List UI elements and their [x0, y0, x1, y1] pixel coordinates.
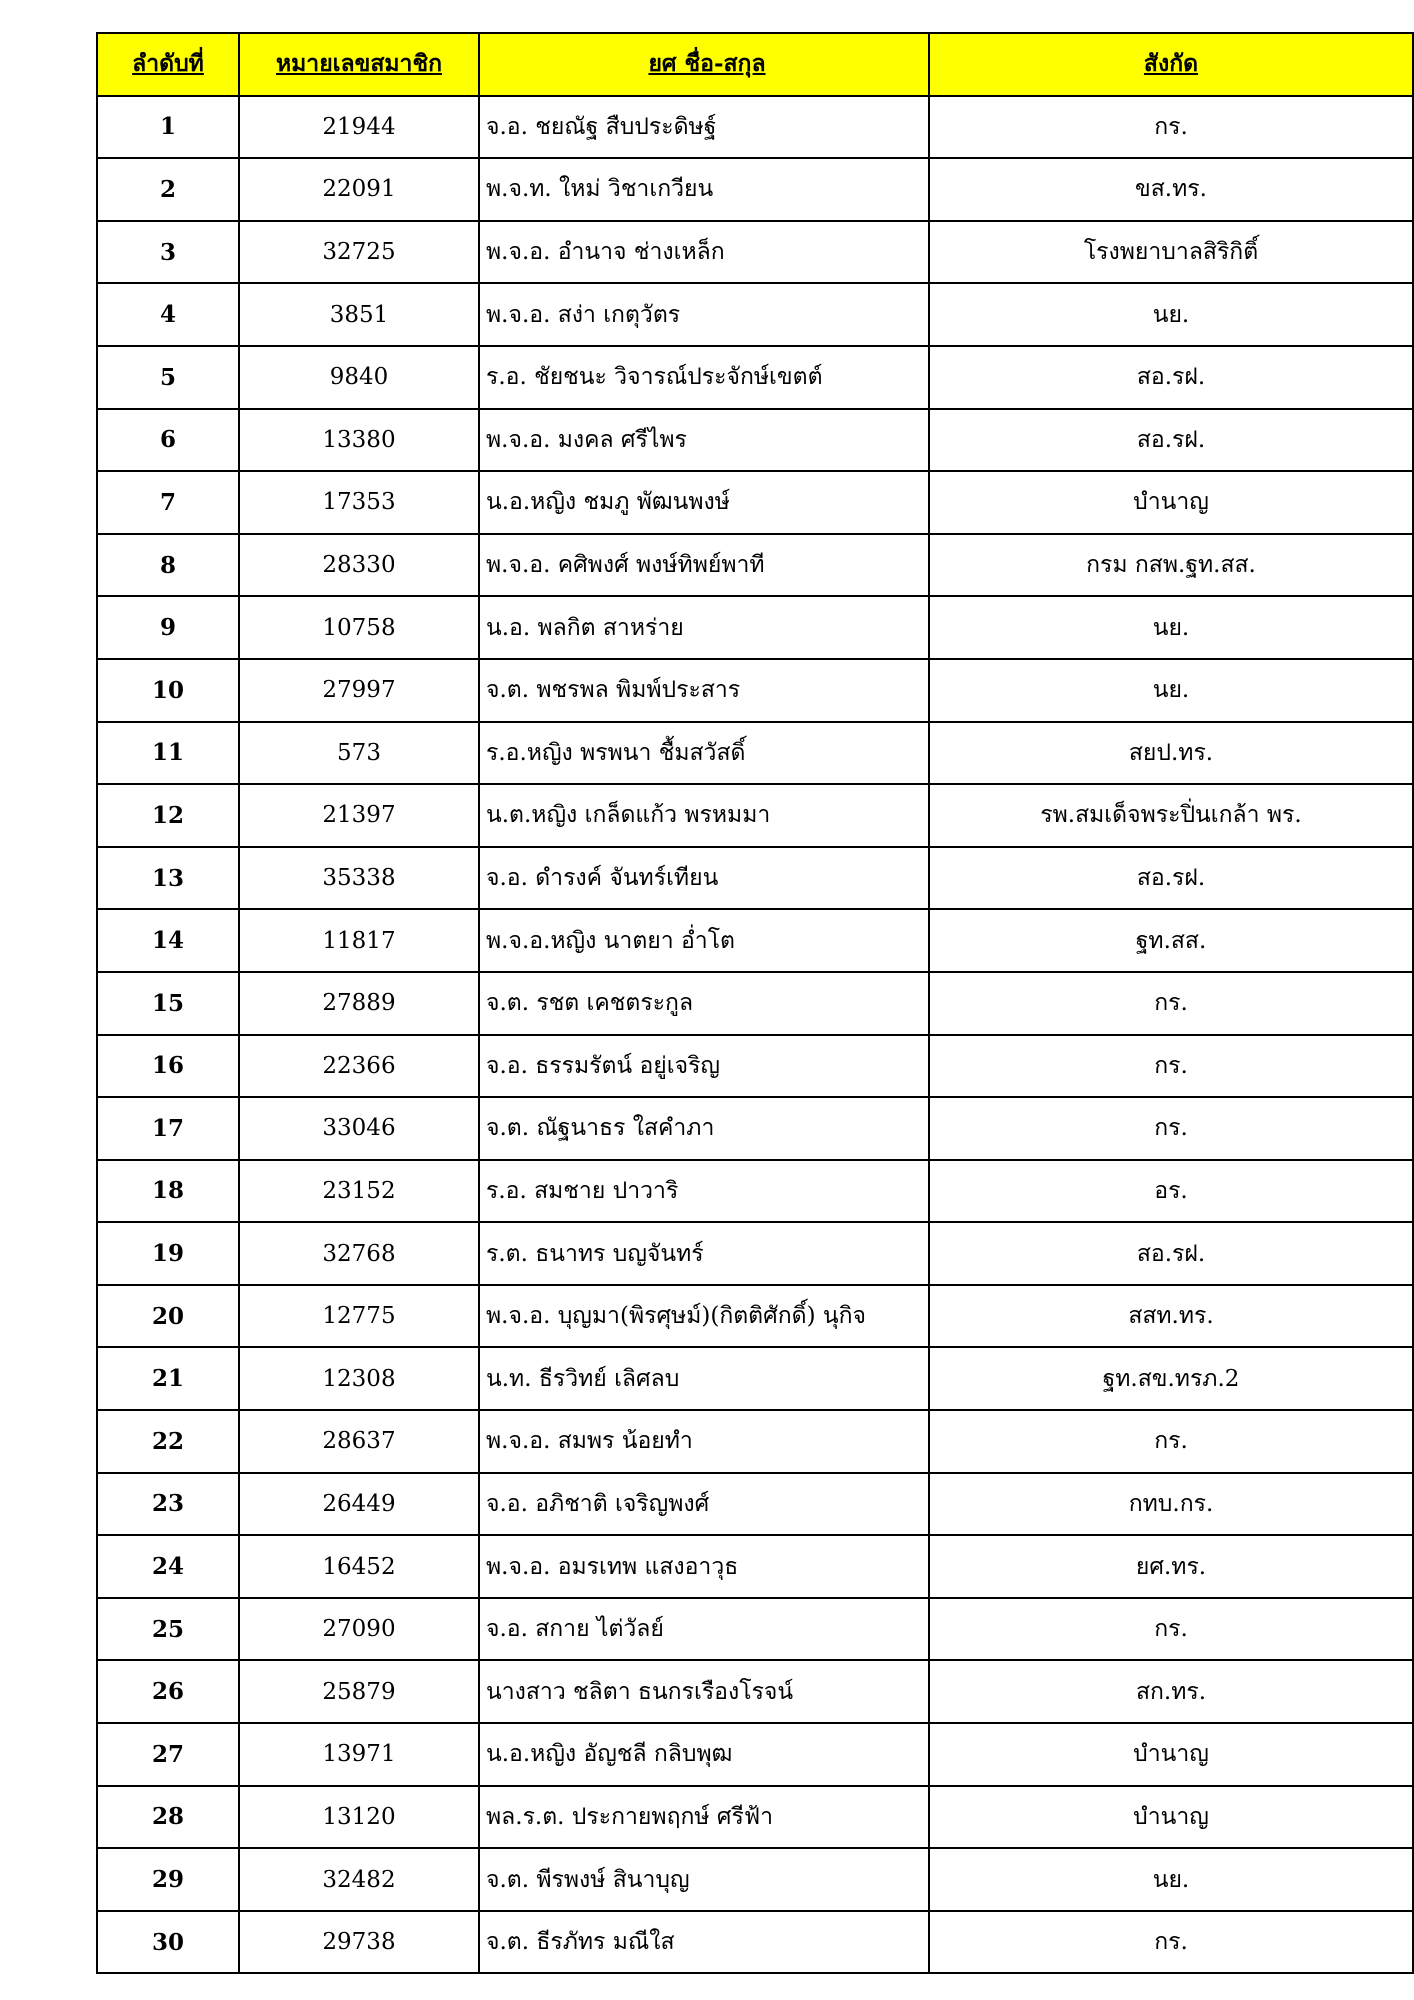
cell-unit: บำนาญ [929, 471, 1413, 534]
cell-seq: 10 [97, 659, 239, 722]
cell-seq: 9 [97, 596, 239, 659]
cell-name: พ.จ.ท. ใหม่ วิชาเกวียน [479, 158, 929, 221]
cell-member-no: 9840 [239, 346, 479, 409]
cell-unit: รพ.สมเด็จพระปิ่นเกล้า พร. [929, 784, 1413, 847]
cell-unit: สยป.ทร. [929, 722, 1413, 785]
cell-unit: กร. [929, 972, 1413, 1035]
cell-seq: 13 [97, 847, 239, 910]
cell-name: พ.จ.อ. สมพร น้อยทำ [479, 1410, 929, 1473]
cell-member-no: 27090 [239, 1598, 479, 1661]
cell-seq: 12 [97, 784, 239, 847]
cell-name: ร.อ. สมชาย ปาวาริ [479, 1160, 929, 1223]
cell-name: น.ท. ธีรวิทย์ เลิศลบ [479, 1347, 929, 1410]
table-row [97, 1786, 1413, 1849]
cell-seq: 15 [97, 972, 239, 1035]
table-row [97, 534, 1413, 597]
cell-seq: 5 [97, 346, 239, 409]
cell-unit: กร. [929, 96, 1413, 159]
cell-member-no: 35338 [239, 847, 479, 910]
table-row [97, 1410, 1413, 1473]
cell-member-no: 17353 [239, 471, 479, 534]
cell-unit: ขส.ทร. [929, 158, 1413, 221]
table-row [97, 1473, 1413, 1536]
table-row [97, 1222, 1413, 1285]
cell-seq: 25 [97, 1598, 239, 1661]
cell-name: พล.ร.ต. ประกายพฤกษ์ ศรีฟ้า [479, 1786, 929, 1849]
cell-name: ร.อ.หญิง พรพนา ชื้มสวัสดิ์ [479, 722, 929, 785]
cell-name: จ.ต. พีรพงษ์ สินาบุญ [479, 1848, 929, 1911]
cell-member-no: 13120 [239, 1786, 479, 1849]
cell-unit: สอ.รฝ. [929, 1222, 1413, 1285]
table-row [97, 1097, 1413, 1160]
cell-member-no: 27997 [239, 659, 479, 722]
cell-member-no: 29738 [239, 1911, 479, 1974]
table-row [97, 1598, 1413, 1661]
table-row [97, 221, 1413, 284]
cell-member-no: 16452 [239, 1535, 479, 1598]
table-row [97, 972, 1413, 1035]
cell-name: จ.อ. ธรรมรัตน์ อยู่เจริญ [479, 1035, 929, 1098]
table-row [97, 909, 1413, 972]
table-row [97, 158, 1413, 221]
cell-name: น.อ.หญิง อัญชลี กลิบพุฒ [479, 1723, 929, 1786]
cell-member-no: 13971 [239, 1723, 479, 1786]
cell-name: จ.อ. อภิชาติ เจริญพงศ์ [479, 1473, 929, 1536]
cell-member-no: 22091 [239, 158, 479, 221]
table-row [97, 471, 1413, 534]
cell-name: น.อ. พลกิต สาหร่าย [479, 596, 929, 659]
cell-name: จ.ต. รชต เคชตระกูล [479, 972, 929, 1035]
cell-name: จ.ต. ธีรภัทร มณีใส [479, 1911, 929, 1974]
cell-seq: 14 [97, 909, 239, 972]
cell-unit: กรม กสพ.ฐท.สส. [929, 534, 1413, 597]
cell-unit: บำนาญ [929, 1723, 1413, 1786]
table-row [97, 1035, 1413, 1098]
table-row [97, 847, 1413, 910]
cell-unit: นย. [929, 659, 1413, 722]
cell-name: น.อ.หญิง ชมภู พัฒนพงษ์ [479, 471, 929, 534]
cell-member-no: 32768 [239, 1222, 479, 1285]
cell-seq: 19 [97, 1222, 239, 1285]
cell-name: น.ต.หญิง เกล็ดแก้ว พรหมมา [479, 784, 929, 847]
header-seq: ลำดับที่ [97, 33, 239, 96]
cell-seq: 28 [97, 1786, 239, 1849]
cell-seq: 26 [97, 1660, 239, 1723]
cell-seq: 4 [97, 283, 239, 346]
cell-name: ร.อ. ชัยชนะ วิจารณ์ประจักษ์เขตต์ [479, 346, 929, 409]
table-row [97, 1848, 1413, 1911]
cell-name: ร.ต. ธนาทร บญจันทร์ [479, 1222, 929, 1285]
table-row [97, 722, 1413, 785]
cell-name: จ.อ. สกาย ไต่วัลย์ [479, 1598, 929, 1661]
cell-member-no: 3851 [239, 283, 479, 346]
table-row [97, 1911, 1413, 1974]
cell-name: จ.อ. ชยณัฐ สืบประดิษฐ์ [479, 96, 929, 159]
header-row [97, 33, 1413, 96]
cell-unit: ยศ.ทร. [929, 1535, 1413, 1598]
table-row [97, 1285, 1413, 1348]
cell-unit: สอ.รฝ. [929, 409, 1413, 472]
cell-seq: 22 [97, 1410, 239, 1473]
table-row [97, 283, 1413, 346]
cell-member-no: 28330 [239, 534, 479, 597]
table-row [97, 659, 1413, 722]
cell-member-no: 11817 [239, 909, 479, 972]
table-row [97, 1160, 1413, 1223]
cell-unit: กร. [929, 1035, 1413, 1098]
table-row [97, 96, 1413, 159]
cell-unit: กร. [929, 1598, 1413, 1661]
cell-seq: 29 [97, 1848, 239, 1911]
cell-unit: กร. [929, 1911, 1413, 1974]
cell-member-no: 21397 [239, 784, 479, 847]
cell-member-no: 12775 [239, 1285, 479, 1348]
header-name: ยศ ชื่อ-สกุล [479, 33, 929, 96]
cell-unit: สอ.รฝ. [929, 346, 1413, 409]
cell-seq: 21 [97, 1347, 239, 1410]
cell-seq: 11 [97, 722, 239, 785]
table-body [97, 96, 1413, 1974]
cell-seq: 2 [97, 158, 239, 221]
cell-name: พ.จ.อ. บุญมา(พิรศุษม์)(กิตติศักดิ์) นุกิจ [479, 1285, 929, 1348]
cell-name: พ.จ.อ. อมรเทพ แสงอาวุธ [479, 1535, 929, 1598]
cell-seq: 8 [97, 534, 239, 597]
cell-seq: 30 [97, 1911, 239, 1974]
cell-unit: อร. [929, 1160, 1413, 1223]
cell-member-no: 26449 [239, 1473, 479, 1536]
cell-member-no: 12308 [239, 1347, 479, 1410]
cell-unit: นย. [929, 283, 1413, 346]
cell-unit: บำนาญ [929, 1786, 1413, 1849]
cell-name: พ.จ.อ. อำนาจ ช่างเหล็ก [479, 221, 929, 284]
cell-unit: สอ.รฝ. [929, 847, 1413, 910]
cell-name: จ.ต. ณัฐนาธร ใสคำภา [479, 1097, 929, 1160]
cell-name: จ.อ. ดำรงค์ จันทร์เทียน [479, 847, 929, 910]
table-row [97, 596, 1413, 659]
member-table [96, 32, 1414, 1974]
cell-seq: 6 [97, 409, 239, 472]
table-row [97, 784, 1413, 847]
cell-member-no: 10758 [239, 596, 479, 659]
cell-seq: 24 [97, 1535, 239, 1598]
cell-name: จ.ต. พชรพล พิมพ์ประสาร [479, 659, 929, 722]
cell-seq: 7 [97, 471, 239, 534]
table-row [97, 409, 1413, 472]
cell-unit: กร. [929, 1410, 1413, 1473]
cell-seq: 18 [97, 1160, 239, 1223]
cell-name: พ.จ.อ. คศิพงศ์ พงษ์ทิพย์พาที [479, 534, 929, 597]
table-row [97, 1535, 1413, 1598]
cell-member-no: 22366 [239, 1035, 479, 1098]
cell-member-no: 21944 [239, 96, 479, 159]
cell-member-no: 33046 [239, 1097, 479, 1160]
cell-member-no: 23152 [239, 1160, 479, 1223]
table-row [97, 1347, 1413, 1410]
cell-member-no: 27889 [239, 972, 479, 1035]
cell-seq: 27 [97, 1723, 239, 1786]
table-row [97, 1723, 1413, 1786]
cell-unit: กทบ.กร. [929, 1473, 1413, 1536]
cell-seq: 3 [97, 221, 239, 284]
cell-seq: 20 [97, 1285, 239, 1348]
cell-member-no: 32725 [239, 221, 479, 284]
cell-name: พ.จ.อ. มงคล ศรีไพร [479, 409, 929, 472]
table-row [97, 1660, 1413, 1723]
cell-seq: 1 [97, 96, 239, 159]
cell-unit: นย. [929, 1848, 1413, 1911]
table-row [97, 346, 1413, 409]
cell-seq: 23 [97, 1473, 239, 1536]
cell-member-no: 573 [239, 722, 479, 785]
cell-unit: ฐท.สข.ทรภ.2 [929, 1347, 1413, 1410]
cell-name: พ.จ.อ.หญิง นาตยา อ่ำโต [479, 909, 929, 972]
cell-name: พ.จ.อ. สง่า เกตุวัตร [479, 283, 929, 346]
header-member-no: หมายเลขสมาชิก [239, 33, 479, 96]
cell-member-no: 25879 [239, 1660, 479, 1723]
header-unit: สังกัด [929, 33, 1413, 96]
cell-seq: 16 [97, 1035, 239, 1098]
cell-unit: สก.ทร. [929, 1660, 1413, 1723]
cell-unit: นย. [929, 596, 1413, 659]
cell-member-no: 28637 [239, 1410, 479, 1473]
cell-seq: 17 [97, 1097, 239, 1160]
cell-name: นางสาว ชลิตา ธนกรเรืองโรจน์ [479, 1660, 929, 1723]
cell-unit: ฐท.สส. [929, 909, 1413, 972]
cell-unit: กร. [929, 1097, 1413, 1160]
cell-member-no: 32482 [239, 1848, 479, 1911]
cell-unit: สสท.ทร. [929, 1285, 1413, 1348]
cell-unit: โรงพยาบาลสิริกิติ์ [929, 221, 1413, 284]
cell-member-no: 13380 [239, 409, 479, 472]
